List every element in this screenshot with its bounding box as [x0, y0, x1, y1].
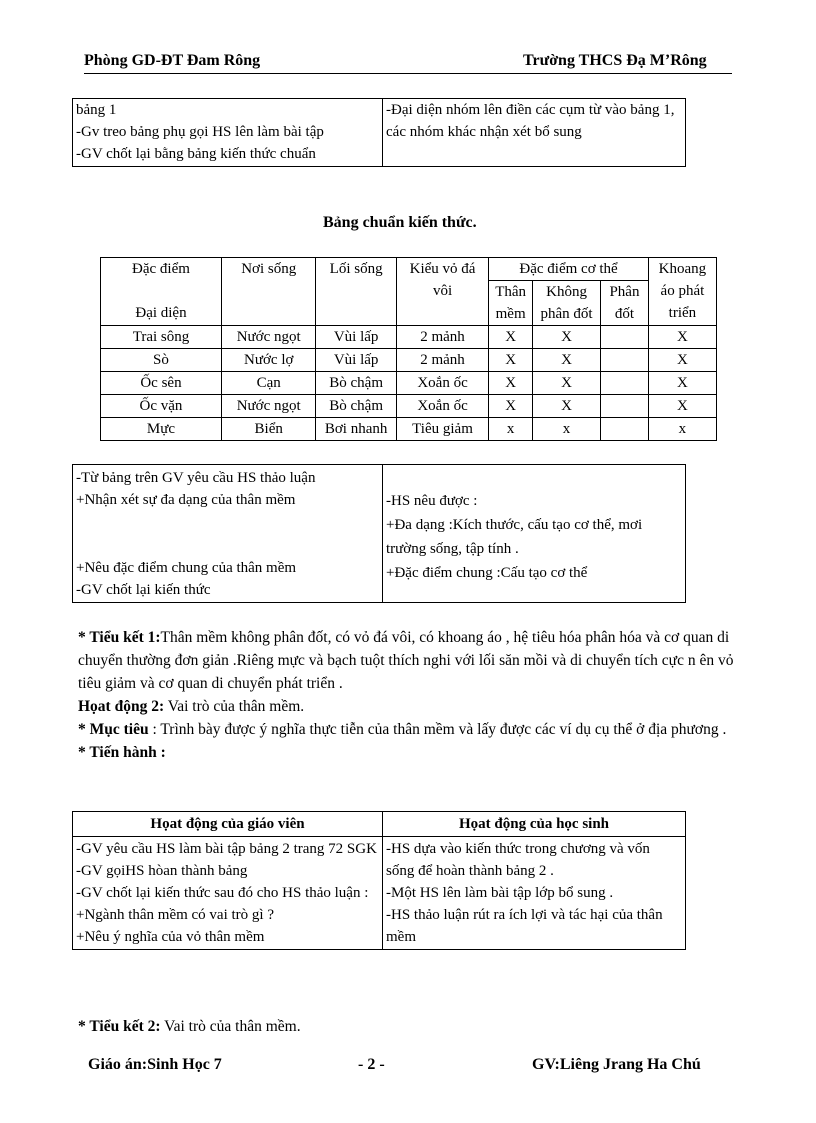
text-line: -GV gọiHS hòan thành bảng	[76, 863, 248, 879]
cell: x	[489, 418, 533, 441]
header-segmented: Phân đốt	[601, 281, 649, 326]
header-soft-body: Thân mềm	[489, 281, 533, 326]
text-line: -GV chốt lại kiến thức sau đó cho HS thảo luận :	[76, 885, 369, 901]
header-representative-label: Đại diện	[135, 305, 187, 321]
summary-1-text: Thân mềm không phân đốt, có vỏ đá vôi, có khoang áo , hệ tiêu hóa phân hóa và cơ quan di chuyển thường đơn giản .Riêng mực và bạch tuột thích nghi với lối săn mồi và di chuyển tích cực n ên vỏ tiêu giảm và cơ quan di chuyển phát triển .	[78, 629, 734, 692]
activity-table-1	[72, 98, 686, 167]
cell	[601, 372, 649, 395]
activity-table-3	[72, 811, 686, 950]
text-line: -Đại diện nhóm lên điền các cụm từ vào bảng 1, các nhóm khác nhận xét bổ sung	[386, 102, 675, 140]
cell: Trai sông	[101, 326, 222, 349]
cell: Vùi lấp	[316, 349, 396, 372]
cell: X	[532, 372, 600, 395]
cell: X	[489, 349, 533, 372]
text-line: +Nhận xét sự đa dạng của thân mềm	[76, 492, 296, 508]
cell: Cạn	[221, 372, 316, 395]
student-cell	[383, 465, 686, 603]
cell: X	[489, 395, 533, 418]
text-line: +Nêu ý nghĩa của vỏ thân mềm	[76, 929, 265, 945]
cell: X	[648, 326, 716, 349]
text-line: +Đa dạng :Kích thước, cấu tạo cơ thể, mơi trường sống, tập tính .	[386, 517, 643, 557]
cell: X	[532, 326, 600, 349]
standard-knowledge-title: Bảng chuẩn kiến thức.	[323, 214, 477, 231]
cell: X	[648, 395, 716, 418]
objective-text: : Trình bày được ý nghĩa thực tiễn của thân mềm và lấy được các ví dụ cụ thể ở địa phương .	[148, 721, 727, 738]
cell: Ốc vặn	[101, 395, 222, 418]
cell	[601, 349, 649, 372]
table-row	[101, 372, 717, 395]
cell: Xoắn ốc	[396, 372, 489, 395]
cell: X	[532, 349, 600, 372]
text-line: -HS dựa vào kiến thức trong chương và vốn sống để hoàn thành bảng 2 .	[386, 841, 650, 879]
header-mantle-cavity: Khoang áo phát triển	[648, 258, 716, 326]
text-line: +Ngành thân mềm có vai trò gì ?	[76, 907, 274, 923]
cell: Nước lợ	[221, 349, 316, 372]
header-body-features: Đặc điểm cơ thể	[489, 258, 649, 281]
header-characteristic-label: Đặc điểm	[132, 261, 190, 277]
text-line: bảng 1	[76, 102, 117, 118]
activity-2-text: Vai trò của thân mềm.	[164, 698, 305, 715]
text-line: +Nêu đặc điểm chung của thân mềm	[76, 560, 297, 576]
student-cell	[383, 837, 686, 950]
summary-2-label: * Tiểu kết 2:	[78, 1018, 161, 1035]
text-line: -Gv treo bảng phụ gọi HS lên làm bài tập	[76, 124, 324, 140]
objective-label: * Mục tiêu	[78, 721, 149, 738]
teacher-cell	[73, 465, 383, 603]
cell: Nước ngọt	[221, 326, 316, 349]
cell: Tiêu giảm	[396, 418, 489, 441]
table-row	[101, 349, 717, 372]
text-line: -Một HS lên làm bài tập lớp bổ sung .	[386, 885, 614, 901]
table-row	[101, 326, 717, 349]
header-lifestyle: Lối sống	[316, 258, 396, 326]
cell	[601, 326, 649, 349]
header-habitat: Nơi sống	[221, 258, 316, 326]
cell: X	[489, 372, 533, 395]
activity-table-2	[72, 464, 686, 603]
header-school-office: Phòng GD-ĐT Đam Rông	[84, 52, 261, 69]
summary-2-text: Vai trò của thân mềm.	[160, 1018, 301, 1035]
teacher-cell	[73, 99, 383, 167]
cell	[601, 395, 649, 418]
cell: Nước ngọt	[221, 395, 316, 418]
student-cell	[383, 99, 686, 167]
text-line: -Từ bảng trên GV yêu cầu HS thảo luận	[76, 470, 316, 486]
teacher-activity-header: Họat động của giáo viên	[73, 812, 383, 837]
cell: Biển	[221, 418, 316, 441]
cell: 2 mảnh	[396, 349, 489, 372]
cell: Ốc sên	[101, 372, 222, 395]
cell: 2 mảnh	[396, 326, 489, 349]
cell: X	[648, 349, 716, 372]
footer-teacher: GV:Liêng Jrang Ha Chú	[532, 1056, 701, 1073]
body-text	[78, 626, 748, 764]
cell: Vùi lấp	[316, 326, 396, 349]
cell: Bơi nhanh	[316, 418, 396, 441]
cell: X	[648, 372, 716, 395]
header-school-name: Trường THCS Đạ M’Rông	[523, 52, 707, 69]
procedure-label: * Tiến hành :	[78, 744, 166, 761]
cell	[601, 418, 649, 441]
cell: Mực	[101, 418, 222, 441]
summary-2	[78, 1018, 301, 1036]
cell: Xoắn ốc	[396, 395, 489, 418]
cell: Sò	[101, 349, 222, 372]
header-divider	[84, 73, 732, 74]
standard-knowledge-table	[100, 257, 717, 441]
cell: X	[489, 326, 533, 349]
header-unsegmented: Không phân đốt	[532, 281, 600, 326]
page-number: - 2 -	[358, 1056, 385, 1073]
text-line: +Đặc điểm chung :Cấu tạo cơ thể	[386, 565, 588, 581]
header-shell-type: Kiểu vỏ đá vôi	[396, 258, 489, 326]
cell: Bò chậm	[316, 372, 396, 395]
cell: x	[532, 418, 600, 441]
teacher-cell	[73, 837, 383, 950]
cell: X	[532, 395, 600, 418]
activity-2-label: Họat động 2:	[78, 698, 165, 715]
text-line: -GV yêu cầu HS làm bài tập bảng 2 trang 72 SGK	[76, 841, 377, 857]
text-line: -GV chốt lại bằng bảng kiến thức chuẩn	[76, 146, 316, 162]
table-row	[101, 395, 717, 418]
footer-lesson-plan: Giáo án:Sinh Học 7	[88, 1056, 222, 1073]
text-line: -HS thảo luận rút ra ích lợi và tác hại của thân mềm	[386, 907, 663, 945]
text-line: -GV chốt lại kiến thức	[76, 582, 211, 598]
cell: Bò chậm	[316, 395, 396, 418]
cell: x	[648, 418, 716, 441]
student-activity-header: Họat động của học sinh	[383, 812, 686, 837]
text-line: -HS nêu được :	[386, 493, 478, 509]
header-characteristic	[101, 258, 222, 326]
summary-1-label: * Tiểu kết 1:	[78, 629, 161, 646]
table-row	[101, 418, 717, 441]
